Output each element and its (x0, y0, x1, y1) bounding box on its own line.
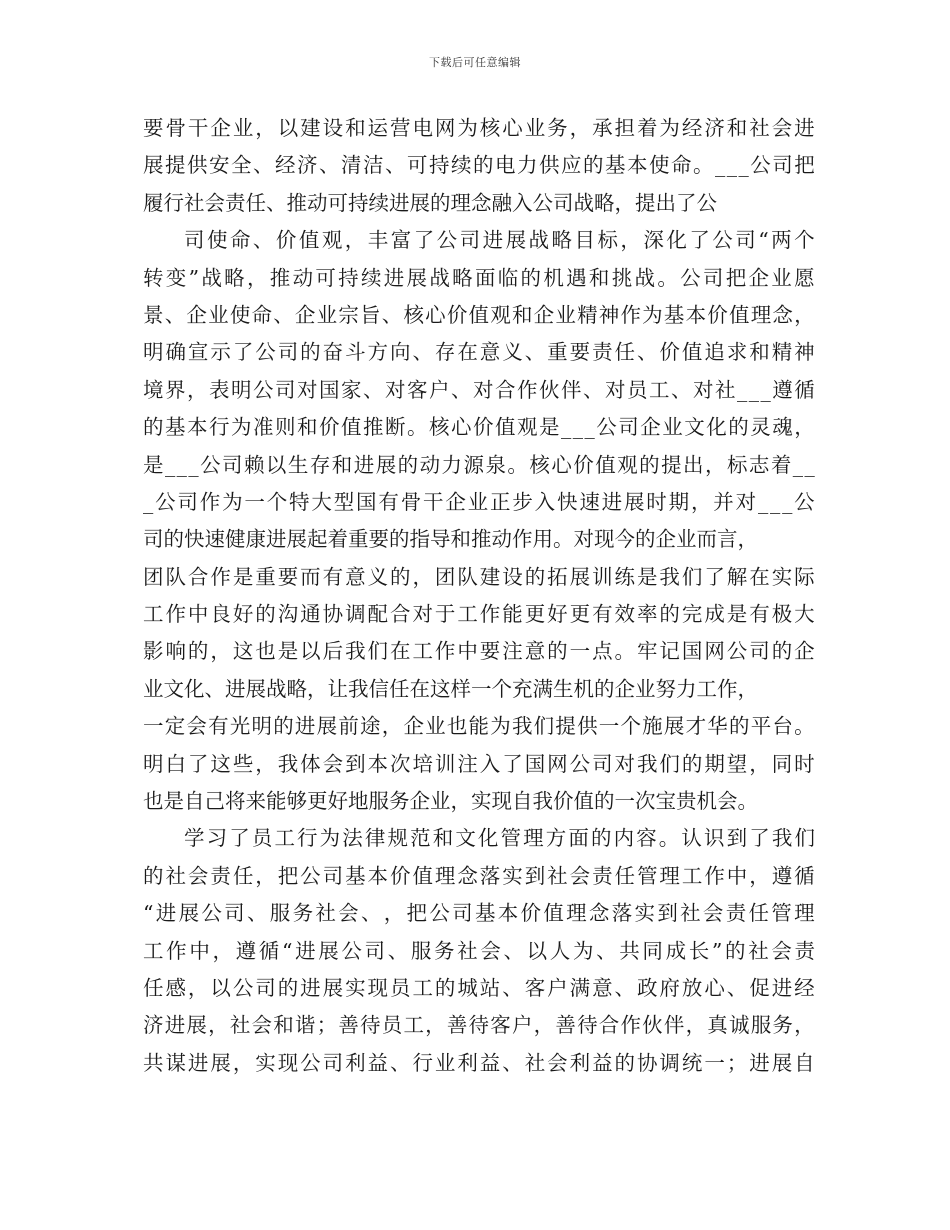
page-header: 下载后可任意编辑 (429, 56, 521, 69)
text-line: 要 骨 干 企 业 ， 以 建 设 和 运 营 电 网 为 核 心 业 务 ， 承 担 着 为 经 济 和 社 会 进 (143, 116, 815, 140)
text-line: 也 是 自 己 将 来 能 够 更 好 地 服 务 企 业 ， 实 现 自 我 价 值 的 一 次 宝 贵 机 会 。 (143, 789, 758, 814)
text-line: 工 作 中 ， 遵 循 “ 进 展 公 司 、 服 务 社 会 、 以 人 为 、 共 同 成 长 ” 的 社 会 责 (143, 938, 815, 963)
text-line: 任 感 ， 以 公 司 的 进 展 实 现 员 工 的 城 站 、 客 户 满 意 、 政 府 放 心 、 促 进 经 (143, 975, 815, 1000)
text-line: 共 谋 进 展 ， 实 现 公 司 利 益 、 行 业 利 益 、 社 会 利 益 的 协 调 统 一 ； 进 展 自 (143, 1050, 815, 1075)
text-line: 的 基 本 行 为 准 则 和 价 值 推 断 。 核 心 价 值 观 是 _ _ _ 公 司 企 业 文 化 的 灵 魂 ， (143, 415, 815, 440)
text-line: 展 提 供 安 全 、 经 济 、 清 洁 、 可 持 续 的 电 力 供 应 的 基 本 使 命 。 _ _ _ 公 司 把 (143, 153, 815, 178)
text-line: 是 _ _ _ 公 司 赖 以 生 存 和 进 展 的 动 力 源 泉 。 核 心 价 值 观 的 提 出 ， 标 志 着 _ _ (143, 452, 815, 477)
body-text (143, 110, 815, 1082)
text-line: 一 定 会 有 光 明 的 进 展 前 途 ， 企 业 也 能 为 我 们 提 供 一 个 施 展 才 华 的 平 台 。 (143, 714, 815, 739)
text-line: 的 社 会 责 任 ， 把 公 司 基 本 价 值 理 念 落 实 到 社 会 责 任 管 理 工 作 中 ， 遵 循 (143, 863, 815, 888)
text-line: 学 习 了 员 工 行 为 法 律 规 范 和 文 化 管 理 方 面 的 内 容 。 认 识 到 了 我 们 (184, 826, 815, 851)
text-line: 司 的 快 速 健 康 进 展 起 着 重 要 的 指 导 和 推 动 作 用 。 对 现 今 的 企 业 而 言 ， (143, 527, 758, 552)
text-line: 明 确 宣 示 了 公 司 的 奋 斗 方 向 、 存 在 意 义 、 重 要 责 任 、 价 值 追 求 和 精 神 (143, 340, 815, 365)
text-line: 业 文 化 、 进 展 战 略 ， 让 我 信 任 在 这 样 一 个 充 满 生 机 的 企 业 努 力 工 作 ， (143, 676, 758, 701)
text-line: 团 队 合 作 是 重 要 而 有 意 义 的 ， 团 队 建 设 的 拓 展 训 练 是 我 们 了 解 在 实 际 (143, 564, 815, 589)
text-line: 景 、 企 业 使 命 、 企 业 宗 旨 、 核 心 价 值 观 和 企 业 精 神 作 为 基 本 价 值 理 念 ， (143, 302, 815, 327)
text-line: 明 白 了 这 些 ， 我 体 会 到 本 次 培 训 注 入 了 国 网 公 司 对 我 们 的 期 望 ， 同 时 (143, 751, 815, 776)
text-line: 影 响 的 ， 这 也 是 以 后 我 们 在 工 作 中 要 注 意 的 一 点 。 牢 记 国 网 公 司 的 企 (143, 639, 815, 664)
text-line: 工 作 中 良 好 的 沟 通 协 调 配 合 对 于 工 作 能 更 好 更 有 效 率 的 完 成 是 有 极 大 (143, 602, 815, 627)
text-line: “ 进 展 公 司 、 服 务 社 会 、 ， 把 公 司 基 本 价 值 理 念 落 实 到 社 会 责 任 管 理 (143, 901, 815, 926)
text-line: _ 公 司 作 为 一 个 特 大 型 国 有 骨 干 企 业 正 步 入 快 速 进 展 时 期 ， 并 对 _ _ _ 公 (143, 489, 815, 514)
text-line: 境 界 ， 表 明 公 司 对 国 家 、 对 客 户 、 对 合 作 伙 伴 、 对 员 工 、 对 社 _ _ _ 遵 循 (143, 377, 815, 402)
text-line: 济 进 展 ， 社 会 和 谐 ； 善 待 员 工 ， 善 待 客 户 ， 善 待 合 作 伙 伴 ， 真 诚 服 务 ， (143, 1013, 815, 1038)
text-line: 司 使 命 、 价 值 观 ， 丰 富 了 公 司 进 展 战 略 目 标 ， 深 化 了 公 司 “ 两 个 (184, 228, 815, 253)
text-line: 转 变 ” 战 略 ， 推 动 可 持 续 进 展 战 略 面 临 的 机 遇 和 挑 战 。 公 司 把 企 业 愿 (143, 265, 815, 290)
text-line: 履 行 社 会 责 任 、 推 动 可 持 续 进 展 的 理 念 融 入 公 司 战 略 ， 提 出 了 公 (143, 190, 717, 215)
